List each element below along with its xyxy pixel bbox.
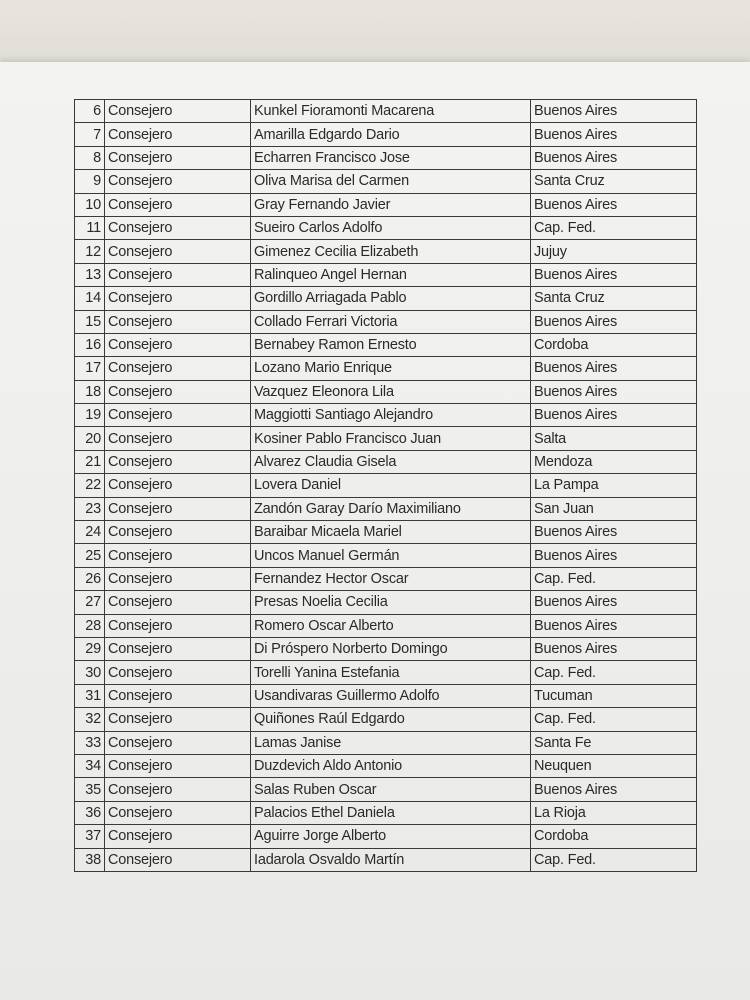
name-cell: Usandivaras Guillermo Adolfo [251,684,531,707]
role-cell: Consejero [105,170,251,193]
row-number-cell: 6 [75,100,105,123]
table-row [75,801,697,824]
province-cell: Buenos Aires [531,310,697,333]
table-row [75,521,697,544]
name-cell: Amarilla Edgardo Dario [251,123,531,146]
table-row [75,170,697,193]
province-cell: Buenos Aires [531,544,697,567]
province-cell: Cordoba [531,333,697,356]
name-cell: Uncos Manuel Germán [251,544,531,567]
row-number-cell: 8 [75,146,105,169]
name-cell: Kunkel Fioramonti Macarena [251,100,531,123]
role-cell: Consejero [105,357,251,380]
row-number-cell: 27 [75,591,105,614]
row-number-cell: 34 [75,754,105,777]
province-cell: Buenos Aires [531,614,697,637]
province-cell: Buenos Aires [531,263,697,286]
role-cell: Consejero [105,100,251,123]
table-row [75,100,697,123]
row-number-cell: 25 [75,544,105,567]
row-number-cell: 7 [75,123,105,146]
row-number-cell: 24 [75,521,105,544]
table-row [75,778,697,801]
province-cell: Buenos Aires [531,380,697,403]
table-row [75,123,697,146]
province-cell: Santa Fe [531,731,697,754]
table-row [75,731,697,754]
row-number-cell: 30 [75,661,105,684]
name-cell: Palacios Ethel Daniela [251,801,531,824]
role-cell: Consejero [105,684,251,707]
role-cell: Consejero [105,380,251,403]
name-cell: Echarren Francisco Jose [251,146,531,169]
province-cell: San Juan [531,497,697,520]
row-number-cell: 36 [75,801,105,824]
province-cell: Cap. Fed. [531,708,697,731]
roster-table-body [75,100,697,872]
row-number-cell: 28 [75,614,105,637]
row-number-cell: 33 [75,731,105,754]
table-row [75,240,697,263]
name-cell: Romero Oscar Alberto [251,614,531,637]
row-number-cell: 32 [75,708,105,731]
table-row [75,263,697,286]
table-row [75,474,697,497]
name-cell: Baraibar Micaela Mariel [251,521,531,544]
row-number-cell: 10 [75,193,105,216]
province-cell: Buenos Aires [531,591,697,614]
row-number-cell: 16 [75,333,105,356]
role-cell: Consejero [105,661,251,684]
name-cell: Di Próspero Norberto Domingo [251,637,531,660]
table-row [75,380,697,403]
province-cell: Jujuy [531,240,697,263]
table-row [75,357,697,380]
table-row [75,544,697,567]
name-cell: Lozano Mario Enrique [251,357,531,380]
table-row [75,310,697,333]
row-number-cell: 11 [75,216,105,239]
table-row [75,333,697,356]
role-cell: Consejero [105,778,251,801]
table-row [75,825,697,848]
table-row [75,637,697,660]
name-cell: Gordillo Arriagada Pablo [251,287,531,310]
province-cell: Cap. Fed. [531,567,697,590]
row-number-cell: 9 [75,170,105,193]
name-cell: Presas Noelia Cecilia [251,591,531,614]
row-number-cell: 38 [75,848,105,871]
table-row [75,708,697,731]
province-cell: Buenos Aires [531,637,697,660]
province-cell: Buenos Aires [531,193,697,216]
name-cell: Gimenez Cecilia Elizabeth [251,240,531,263]
roster-table-container [74,99,696,872]
table-row [75,614,697,637]
role-cell: Consejero [105,427,251,450]
roster-table [74,99,697,872]
role-cell: Consejero [105,591,251,614]
province-cell: Santa Cruz [531,170,697,193]
province-cell: Santa Cruz [531,287,697,310]
name-cell: Oliva Marisa del Carmen [251,170,531,193]
role-cell: Consejero [105,544,251,567]
name-cell: Quiñones Raúl Edgardo [251,708,531,731]
table-row [75,404,697,427]
name-cell: Fernandez Hector Oscar [251,567,531,590]
role-cell: Consejero [105,240,251,263]
role-cell: Consejero [105,731,251,754]
row-number-cell: 17 [75,357,105,380]
name-cell: Gray Fernando Javier [251,193,531,216]
row-number-cell: 21 [75,450,105,473]
table-row [75,684,697,707]
province-cell: La Pampa [531,474,697,497]
province-cell: Buenos Aires [531,357,697,380]
province-cell: Buenos Aires [531,123,697,146]
row-number-cell: 13 [75,263,105,286]
role-cell: Consejero [105,497,251,520]
province-cell: Buenos Aires [531,100,697,123]
row-number-cell: 15 [75,310,105,333]
name-cell: Aguirre Jorge Alberto [251,825,531,848]
name-cell: Alvarez Claudia Gisela [251,450,531,473]
province-cell: Buenos Aires [531,146,697,169]
table-row [75,848,697,871]
name-cell: Ralinqueo Angel Hernan [251,263,531,286]
table-row [75,661,697,684]
row-number-cell: 37 [75,825,105,848]
name-cell: Salas Ruben Oscar [251,778,531,801]
role-cell: Consejero [105,637,251,660]
table-row [75,146,697,169]
row-number-cell: 26 [75,567,105,590]
role-cell: Consejero [105,754,251,777]
province-cell: Buenos Aires [531,521,697,544]
role-cell: Consejero [105,216,251,239]
row-number-cell: 35 [75,778,105,801]
row-number-cell: 12 [75,240,105,263]
table-row [75,287,697,310]
name-cell: Maggiotti Santiago Alejandro [251,404,531,427]
province-cell: Cap. Fed. [531,216,697,239]
province-cell: Buenos Aires [531,778,697,801]
name-cell: Duzdevich Aldo Antonio [251,754,531,777]
province-cell: Mendoza [531,450,697,473]
row-number-cell: 20 [75,427,105,450]
role-cell: Consejero [105,825,251,848]
row-number-cell: 29 [75,637,105,660]
table-row [75,427,697,450]
row-number-cell: 19 [75,404,105,427]
name-cell: Zandón Garay Darío Maximiliano [251,497,531,520]
role-cell: Consejero [105,614,251,637]
name-cell: Collado Ferrari Victoria [251,310,531,333]
name-cell: Iadarola Osvaldo Martín [251,848,531,871]
table-row [75,450,697,473]
role-cell: Consejero [105,146,251,169]
role-cell: Consejero [105,567,251,590]
province-cell: Tucuman [531,684,697,707]
name-cell: Lovera Daniel [251,474,531,497]
name-cell: Kosiner Pablo Francisco Juan [251,427,531,450]
role-cell: Consejero [105,263,251,286]
province-cell: Neuquen [531,754,697,777]
province-cell: Salta [531,427,697,450]
table-row [75,193,697,216]
role-cell: Consejero [105,404,251,427]
row-number-cell: 31 [75,684,105,707]
name-cell: Lamas Janise [251,731,531,754]
role-cell: Consejero [105,123,251,146]
table-row [75,591,697,614]
table-row [75,497,697,520]
role-cell: Consejero [105,848,251,871]
role-cell: Consejero [105,521,251,544]
role-cell: Consejero [105,450,251,473]
name-cell: Sueiro Carlos Adolfo [251,216,531,239]
province-cell: Buenos Aires [531,404,697,427]
name-cell: Bernabey Ramon Ernesto [251,333,531,356]
role-cell: Consejero [105,708,251,731]
row-number-cell: 23 [75,497,105,520]
role-cell: Consejero [105,333,251,356]
table-row [75,754,697,777]
row-number-cell: 22 [75,474,105,497]
row-number-cell: 18 [75,380,105,403]
role-cell: Consejero [105,193,251,216]
table-row [75,216,697,239]
province-cell: Cap. Fed. [531,848,697,871]
province-cell: Cordoba [531,825,697,848]
role-cell: Consejero [105,310,251,333]
province-cell: Cap. Fed. [531,661,697,684]
role-cell: Consejero [105,801,251,824]
name-cell: Vazquez Eleonora Lila [251,380,531,403]
role-cell: Consejero [105,474,251,497]
province-cell: La Rioja [531,801,697,824]
role-cell: Consejero [105,287,251,310]
name-cell: Torelli Yanina Estefania [251,661,531,684]
table-row [75,567,697,590]
row-number-cell: 14 [75,287,105,310]
